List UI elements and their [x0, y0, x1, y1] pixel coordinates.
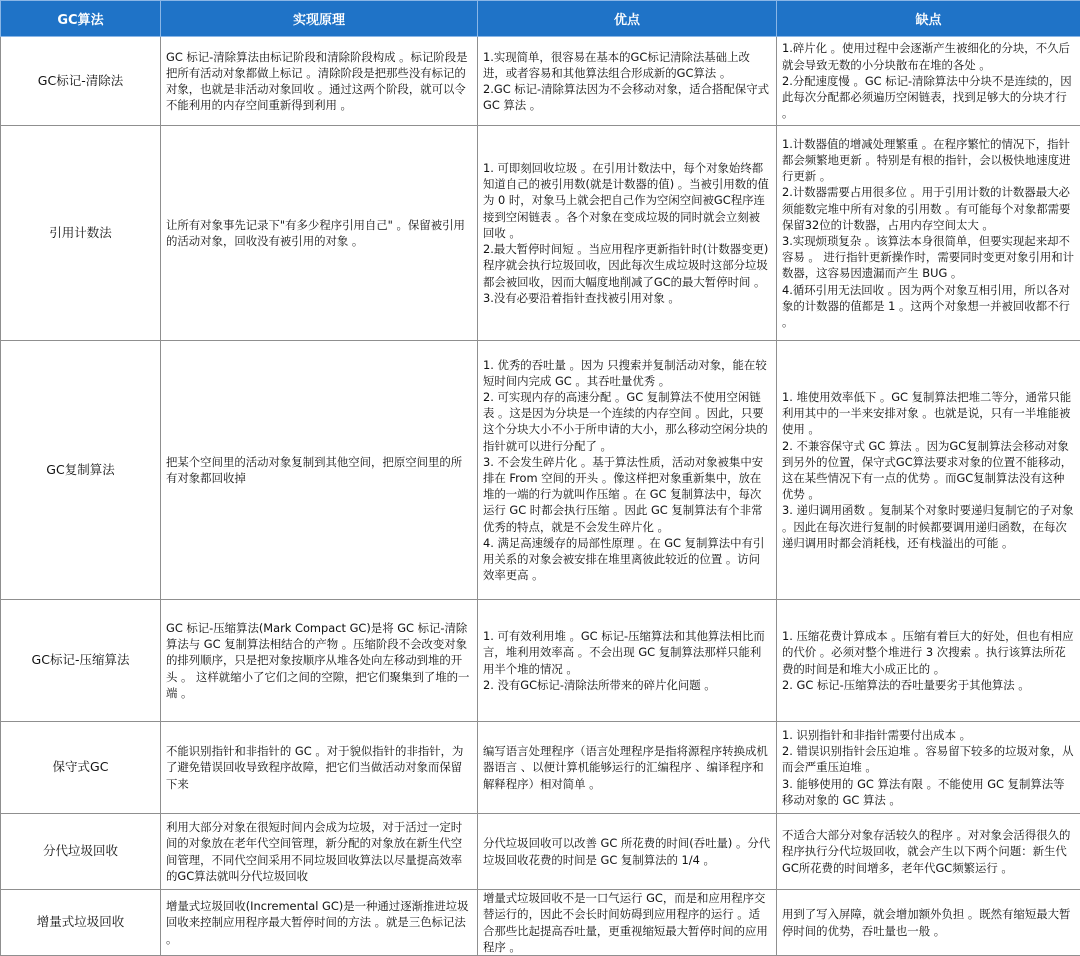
cons-item: 4.循环引用无法回收 。因为两个对象互相引用，所以各对象的计数器的值都是 1 。这两个对象想一并被回收都不行 。: [782, 282, 1075, 331]
principle-text: 利用大部分对象在很短时间内会成为垃圾，对于活过一定时间的对象放在老年代空间管理，新分配的对象放在新生代空间管理，不同代空间采用不同垃圾回收算法以尽量提高效率的GC算法就叫分代垃圾回收: [166, 819, 472, 884]
pros-cell: [478, 890, 777, 956]
pros-item: 增量式垃圾回收不是一口气运行 GC，而是和应用程序交替运行的，因此不会长时间妨碍到应用程序的运行 。适合那些比起提高吞吐量，更重视缩短最大暂停时间的应用程序 。: [483, 890, 771, 955]
cons-item: 1. 堆使用效率低下 。GC 复制算法把堆二等分，通常只能利用其中的一半来安排对象 。也就是说，只有一半堆能被使用 。: [782, 389, 1075, 438]
cons-item: 1. 识别指针和非指针需要付出成本 。: [782, 727, 1075, 743]
cons-cell: [777, 600, 1080, 722]
algorithm-name: 保守式GC: [1, 722, 161, 814]
pros-item: 2. 可实现内存的高速分配 。GC 复制算法不使用空闲链表 。这是因为分块是一个连续的内存空间 。因此，只要这个分块大小不小于所申请的大小，那么移动空闲分块的指针就可以进行分配了 。: [483, 389, 771, 454]
principle-cell: [161, 814, 478, 890]
principle-text: 把某个空间里的活动对象复制到其他空间，把原空间里的所有对象都回收掉: [166, 454, 472, 486]
table-row: [1, 814, 1080, 890]
header-gc-algorithm: GC算法: [1, 1, 161, 37]
pros-cell: [478, 341, 777, 600]
header-pros: 优点: [478, 1, 777, 37]
principle-text: 不能识别指针和非指针的 GC 。对于貌似指针的非指针，为了避免错误回收导致程序故障，把它们当做活动对象而保留下来: [166, 743, 472, 792]
table-row: [1, 126, 1080, 341]
principle-text: GC 标记-压缩算法(Mark Compact GC)是将 GC 标记-清除算法与 GC 复制算法相结合的产物 。压缩阶段不会改变对象的排列顺序，只是把对象按顺序从堆各处向左移动到堆的开头 。 这样就缩小了它们之间的空隙，把它们聚集到了堆的一端 。: [166, 620, 472, 701]
cons-item: 2.计数器需要占用很多位 。用于引用计数的计数器最大必须能数完堆中所有对象的引用数 。有可能每个对象都需要保留32位的计数器，占用内存空间太大 。: [782, 184, 1075, 233]
cons-item: 1.碎片化 。使用过程中会逐渐产生被细化的分块，不久后就会导致无数的小分块散布在堆的各处 。: [782, 40, 1075, 72]
cons-cell: [777, 722, 1080, 814]
algorithm-name: GC标记-清除法: [1, 37, 161, 126]
pros-cell: [478, 722, 777, 814]
cons-item: 2. GC 标记-压缩算法的吞吐量要劣于其他算法 。: [782, 677, 1075, 693]
pros-item: 1. 优秀的吞吐量 。因为 只搜索并复制活动对象，能在较短时间内完成 GC 。其吞吐量优秀 。: [483, 357, 771, 389]
table-row: [1, 600, 1080, 722]
pros-item: 3. 不会发生碎片化 。基于算法性质，活动对象被集中安排在 From 空间的开头 。像这样把对象重新集中，放在堆的一端的行为就叫作压缩 。在 GC 复制算法中，每次运行 GC 时都会执行压缩 。因此 GC 复制算法有个非常优秀的特点，就是不会发生碎片化 。: [483, 454, 771, 535]
cons-item: 3.实现烦琐复杂 。该算法本身很简单，但要实现起来却不容易 。 进行指针更新操作时，需要同时变更对象引用和计数器，这容易因遗漏而产生 BUG 。: [782, 233, 1075, 282]
cons-item: 1.计数器值的增减处理繁重 。在程序繁忙的情况下，指针都会频繁地更新 。特别是有根的指针，会以极快地速度进行更新 。: [782, 136, 1075, 185]
pros-item: 1. 可有效利用堆 。GC 标记-压缩算法和其他算法相比而言，堆利用效率高 。不会出现 GC 复制算法那样只能利用半个堆的情况 。: [483, 628, 771, 677]
table-row: [1, 341, 1080, 600]
cons-item: 3. 能够使用的 GC 算法有限 。不能使用 GC 复制算法等移动对象的 GC 算法 。: [782, 776, 1075, 808]
header-principle: 实现原理: [161, 1, 478, 37]
pros-cell: [478, 600, 777, 722]
cons-item: 不适合大部分对象存活较久的程序 。对对象会活得很久的程序执行分代垃圾回收，就会产生以下两个问题：新生代GC所花费的时间增多，老年代GC频繁运行 。: [782, 827, 1075, 876]
algorithm-name: 分代垃圾回收: [1, 814, 161, 890]
algorithm-name: GC复制算法: [1, 341, 161, 600]
cons-cell: [777, 890, 1080, 956]
pros-item: 1. 可即刻回收垃圾 。在引用计数法中，每个对象始终都知道自己的被引用数(就是计数器的值) 。当被引用数的值为 0 时，对象马上就会把自己作为空闲空间被GC程序连接到空闲链表 。各个对象在变成垃圾的同时就会立刻被回收 。: [483, 160, 771, 241]
header-cons: 缺点: [777, 1, 1080, 37]
cons-item: 2.分配速度慢 。GC 标记-清除算法中分块不是连续的，因此每次分配都必须遍历空闲链表，找到足够大的分块才行 。: [782, 73, 1075, 122]
pros-item: 2. 没有GC标记-清除法所带来的碎片化问题 。: [483, 677, 771, 693]
header-row: [1, 1, 1080, 37]
cons-item: 用到了写入屏障，就会增加额外负担 。既然有缩短最大暂停时间的优势，吞吐量也一般 。: [782, 906, 1075, 938]
cons-cell: [777, 37, 1080, 126]
cons-item: 2. 错误识别指针会压迫堆 。容易留下较多的垃圾对象，从而会严重压迫堆 。: [782, 743, 1075, 775]
pros-cell: [478, 37, 777, 126]
cons-item: 1. 压缩花费计算成本 。压缩有着巨大的好处，但也有相应的代价 。必须对整个堆进行 3 次搜索 。执行该算法所花费的时间是和堆大小成正比的 。: [782, 628, 1075, 677]
pros-item: 2.GC 标记-清除算法因为不会移动对象，适合搭配保守式 GC 算法 。: [483, 81, 771, 113]
pros-item: 2.最大暂停时间短 。当应用程序更新指针时(计数器变更)程序就会执行垃圾回收，因此每次生成垃圾时这部分垃圾都会被回收，因而大幅度地削减了GC的最大暂停时间 。3.没有必要沿着指针查找被引用对象 。: [483, 241, 771, 306]
cons-cell: [777, 341, 1080, 600]
principle-text: GC 标记-清除算法由标记阶段和清除阶段构成 。标记阶段是把所有活动对象都做上标记 。清除阶段是把那些没有标记的对象，也就是非活动对象回收 。通过这两个阶段，就可以令不能利用的内存空间重新得到利用 。: [166, 49, 472, 114]
table-row: [1, 890, 1080, 956]
algorithm-name: 引用计数法: [1, 126, 161, 341]
pros-item: 1.实现简单，很容易在基本的GC标记清除法基础上改进，或者容易和其他算法组合形成新的GC算法 。: [483, 49, 771, 81]
table-row: [1, 37, 1080, 126]
principle-cell: [161, 722, 478, 814]
principle-cell: [161, 600, 478, 722]
pros-item: 分代垃圾回收可以改善 GC 所花费的时间(吞吐量) 。分代垃圾回收花费的时间是 GC 复制算法的 1/4 。: [483, 835, 771, 867]
algorithm-name: GC标记-压缩算法: [1, 600, 161, 722]
pros-cell: [478, 126, 777, 341]
cons-cell: [777, 126, 1080, 341]
cons-cell: [777, 814, 1080, 890]
principle-cell: [161, 126, 478, 341]
cons-item: 2. 不兼容保守式 GC 算法 。因为GC复制算法会移动对象到另外的位置，保守式GC算法要求对象的位置不能移动，这在某些情况下有一点的优势 。而GC复制算法没有这种优势 。: [782, 438, 1075, 503]
algorithm-name: 增量式垃圾回收: [1, 890, 161, 956]
principle-cell: [161, 37, 478, 126]
pros-item: 4. 满足高速缓存的局部性原理 。在 GC 复制算法中有引用关系的对象会被安排在堆里离彼此较近的位置 。访问效率更高 。: [483, 535, 771, 584]
pros-item: 编写语言处理程序（语言处理程序是指将源程序转换成机器语言 、以便计算机能够运行的汇编程序 、编译程序和解释程序）相对简单 。: [483, 743, 771, 792]
cons-item: 3. 递归调用函数 。复制某个对象时要递归复制它的子对象 。因此在每次进行复制的时候都要调用递归函数，在每次递归调用时都会消耗栈，还有栈溢出的可能 。: [782, 502, 1075, 551]
pros-cell: [478, 814, 777, 890]
principle-cell: [161, 890, 478, 956]
principle-cell: [161, 341, 478, 600]
table-row: [1, 722, 1080, 814]
principle-text: 增量式垃圾回收(Incremental GC)是一种通过逐渐推进垃圾回收来控制应用程序最大暂停时间的方法 。就是三色标记法 。: [166, 898, 472, 947]
principle-text: 让所有对象事先记录下"有多少程序引用自己" 。保留被引用的活动对象，回收没有被引用的对象 。: [166, 217, 472, 249]
